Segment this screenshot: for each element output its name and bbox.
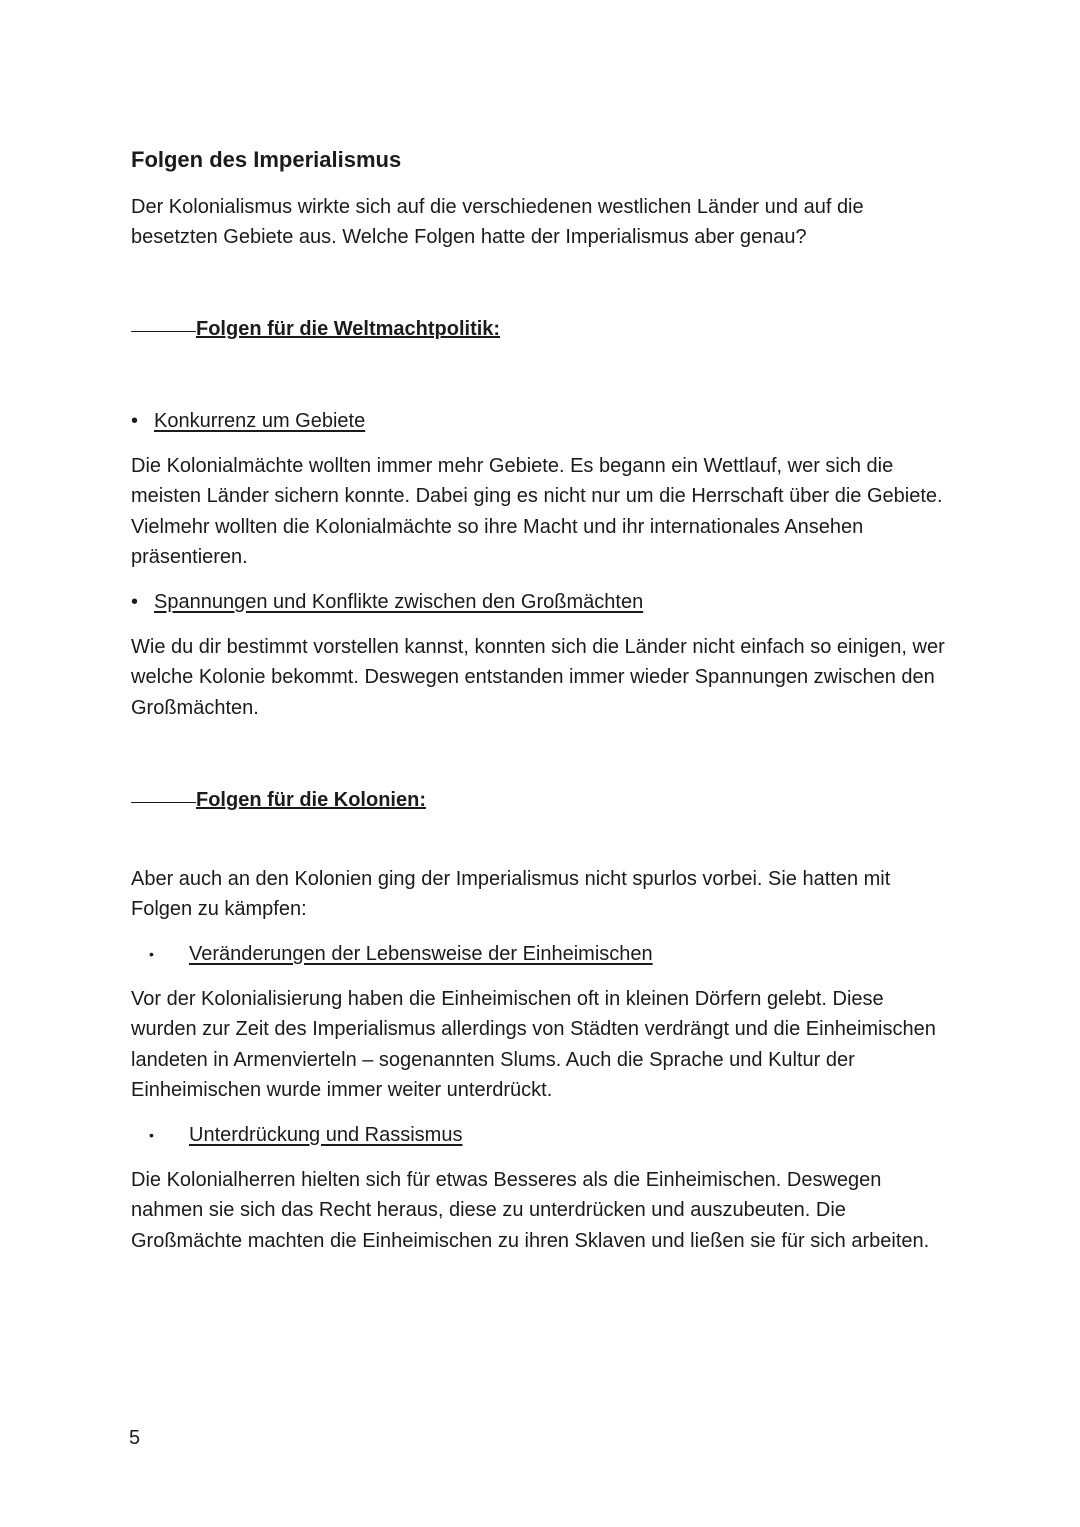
section-title: Folgen für die Kolonien: [196, 789, 426, 811]
page-title: Folgen des Imperialismus [131, 147, 402, 172]
bullet-paragraph: Die Kolonialherren hielten sich für etwas Besseres als die Einheimischen. Deswegen nahmen sie sich das Recht heraus, diese zu unterdrücken und auszubeuten. Die Großmächte machten die Einheimischen zu ihren Sklaven und ließen sie für sich arbeiten. [131, 1169, 930, 1252]
section-heading-weltmachtpolitik [131, 315, 500, 343]
section-title: Folgen für die Weltmachtpolitik: [196, 318, 501, 340]
bullet-paragraph: Wie du dir bestimmt vorstellen kannst, konnten sich die Länder nicht einfach so einigen, wer welche Kolonie bekommt. Deswegen entstanden immer wieder Spannungen zwischen den Großmächten. [131, 636, 945, 719]
bullet-label: Veränderungen der Lebensweise der Einheimischen [189, 943, 653, 965]
page-number: 5 [129, 1427, 141, 1449]
bullet-label: Unterdrückung und Rassismus [189, 1124, 463, 1146]
bullet-label: Konkurrenz um Gebiete [154, 410, 366, 432]
bullet-dot-icon: • [149, 946, 154, 962]
bullet-paragraph: Die Kolonialmächte wollten immer mehr Gebiete. Es begann ein Wettlauf, wer sich die meisten Länder sichern konnte. Dabei ging es nicht nur um die Herrschaft über die Gebiete. Vielmehr wollten die Kolonialmächte so ihre Macht und ihr internationales Ansehen präsentieren. [131, 455, 943, 568]
bullet-dot-icon: • [131, 591, 139, 613]
bullet-paragraph: Vor der Kolonialisierung haben die Einheimischen oft in kleinen Dörfern gelebt. Diese wurden zur Zeit des Imperialismus allerdings von Städten verdrängt und die Einheimischen landeten in Armenvierteln – sogenannten Slums. Auch die Sprache und Kultur der Einheimischen wurde immer weiter unterdrückt. [131, 988, 936, 1101]
bullet-dot-icon: • [131, 410, 139, 432]
intro-paragraph: Der Kolonialismus wirkte sich auf die verschiedenen westlichen Länder und auf die besetzten Gebiete aus. Welche Folgen hatte der Imperialismus aber genau? [131, 196, 864, 249]
section-heading-kolonien [131, 786, 426, 814]
section-intro-paragraph: Aber auch an den Kolonien ging der Imperialismus nicht spurlos vorbei. Sie hatten mit Folgen zu kämpfen: [131, 868, 891, 921]
bullet-label: Spannungen und Konflikte zwischen den Großmächten [154, 591, 644, 613]
heading-underline-lead [131, 330, 196, 332]
bullet-dot-icon: • [149, 1127, 154, 1143]
heading-underline-lead [131, 801, 196, 803]
